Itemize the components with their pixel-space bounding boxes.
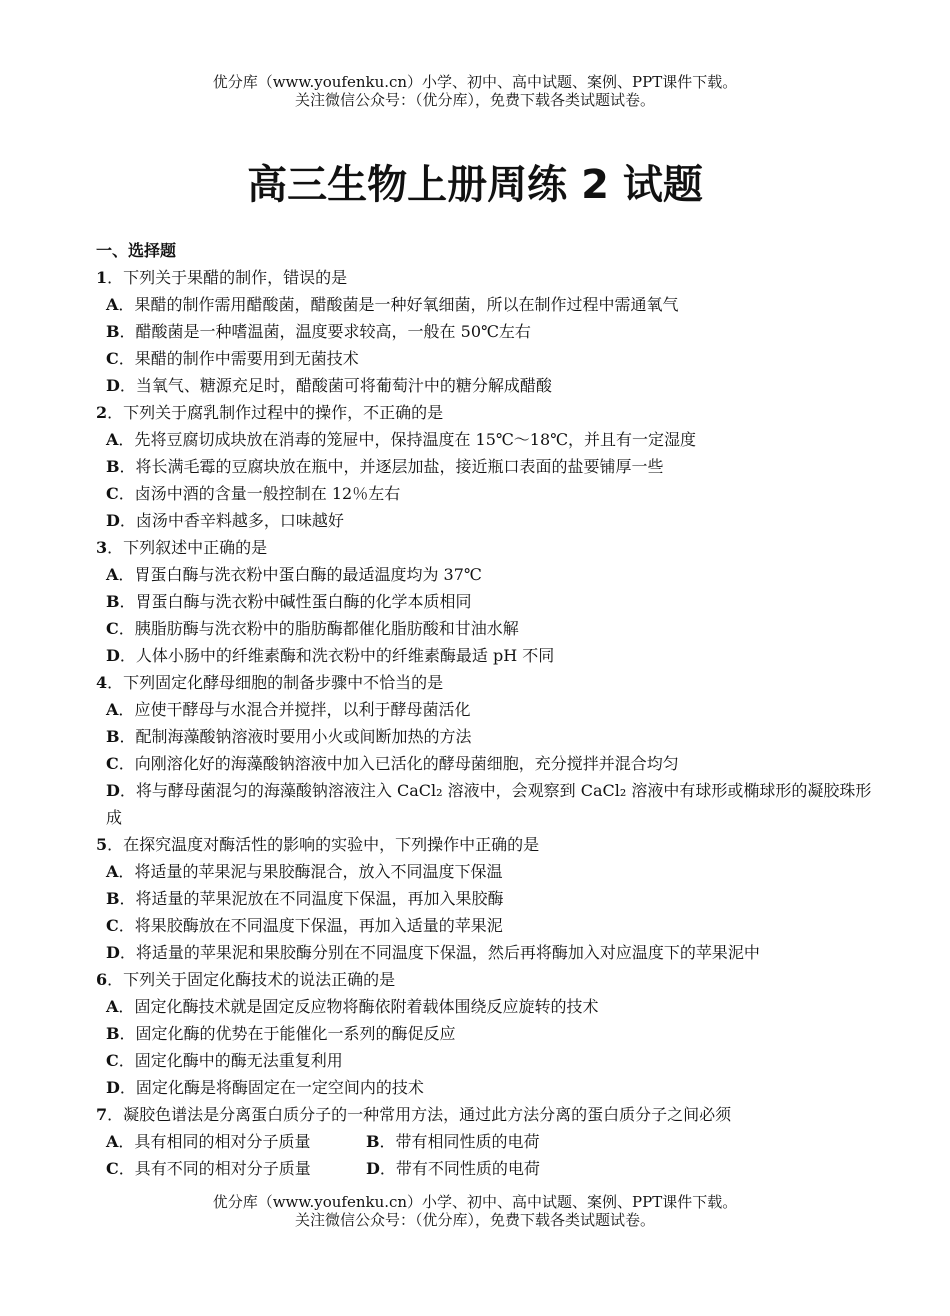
question-stem: 下列关于果醋的制作，错误的是 xyxy=(123,268,348,287)
option-3c: C．胰脂肪酶与洗衣粉中的脂肪酶都催化脂肪酸和甘油水解 xyxy=(106,619,519,638)
option-text: 将与酵母菌混匀的海藻酸钠溶液注入 CaCl₂ 溶液中，会观察到 CaCl₂ 溶液中有球形或椭球形的凝胶珠形成 xyxy=(106,781,872,827)
question-5: 5．在探究温度对酶活性的影响的实验中，下列操作中正确的是 xyxy=(96,835,540,854)
option-7c: C．具有不同的相对分子质量 xyxy=(106,1159,311,1178)
option-letter: A xyxy=(106,862,119,881)
option-letter: D xyxy=(106,646,120,665)
option-letter: A xyxy=(106,295,119,314)
option-text: 醋酸菌是一种嗜温菌，温度要求较高，一般在 50℃左右 xyxy=(135,322,531,341)
option-letter: C xyxy=(106,484,119,503)
option-2d: D．卤汤中香辛料越多，口味越好 xyxy=(106,511,344,530)
option-letter: A xyxy=(106,700,119,719)
option-7d: D．带有不同性质的电荷 xyxy=(366,1159,540,1178)
option-text: 固定化酶是将酶固定在一定空间内的技术 xyxy=(135,1078,424,1097)
option-4a: A．应使干酵母与水混合并搅拌，以利于酵母菌活化 xyxy=(106,700,471,719)
option-letter: A xyxy=(106,565,119,584)
option-2a: A．先将豆腐切成块放在消毒的笼屉中，保持温度在 15℃～18℃，并且有一定湿度 xyxy=(106,430,697,449)
option-6d: D．固定化酶是将酶固定在一定空间内的技术 xyxy=(106,1078,424,1097)
question-1: 1．下列关于果醋的制作，错误的是 xyxy=(96,268,348,287)
option-5b: B．将适量的苹果泥放在不同温度下保温，再加入果胶酶 xyxy=(106,889,504,908)
question-number: 3 xyxy=(96,538,108,557)
option-3d: D．人体小肠中的纤维素酶和洗衣粉中的纤维素酶最适 pH 不同 xyxy=(106,646,555,665)
option-text: 固定化酶技术就是固定反应物将酶依附着载体围绕反应旋转的技术 xyxy=(134,997,599,1016)
page-header xyxy=(0,73,950,109)
option-text: 配制海藻酸钠溶液时要用小火或间断加热的方法 xyxy=(135,727,472,746)
option-letter: C xyxy=(106,916,119,935)
option-text: 胰脂肪酶与洗衣粉中的脂肪酶都催化脂肪酸和甘油水解 xyxy=(134,619,519,638)
option-text: 果醋的制作需用醋酸菌，醋酸菌是一种好氧细菌，所以在制作过程中需通氧气 xyxy=(134,295,679,314)
option-text: 向刚溶化好的海藻酸钠溶液中加入已活化的酵母菌细胞，充分搅拌并混合均匀 xyxy=(134,754,679,773)
option-letter: A xyxy=(106,1132,119,1151)
option-text: 当氧气、糖源充足时，醋酸菌可将葡萄汁中的糖分解成醋酸 xyxy=(135,376,552,395)
option-text: 人体小肠中的纤维素酶和洗衣粉中的纤维素酶最适 pH 不同 xyxy=(135,646,555,665)
option-7b: B．带有相同性质的电荷 xyxy=(366,1132,540,1151)
question-stem: 凝胶色谱法是分离蛋白质分子的一种常用方法，通过此方法分离的蛋白质分子之间必须 xyxy=(123,1105,732,1124)
question-number: 6 xyxy=(96,970,108,989)
option-text: 将适量的苹果泥放在不同温度下保温，再加入果胶酶 xyxy=(135,889,504,908)
option-5d: D．将适量的苹果泥和果胶酶分别在不同温度下保温，然后再将酶加入对应温度下的苹果泥中 xyxy=(106,943,760,962)
option-text: 具有不同的相对分子质量 xyxy=(134,1159,311,1178)
option-2c: C．卤汤中酒的含量一般控制在 12％左右 xyxy=(106,484,401,503)
question-list xyxy=(96,237,876,1182)
option-text: 卤汤中香辛料越多，口味越好 xyxy=(135,511,344,530)
question-2: 2．下列关于腐乳制作过程中的操作，不正确的是 xyxy=(96,403,444,422)
option-letter: D xyxy=(106,511,120,530)
option-text: 将果胶酶放在不同温度下保温，再加入适量的苹果泥 xyxy=(134,916,503,935)
question-number: 2 xyxy=(96,403,108,422)
option-letter: B xyxy=(106,727,120,746)
question-stem: 在探究温度对酶活性的影响的实验中，下列操作中正确的是 xyxy=(123,835,540,854)
question-stem: 下列固定化酵母细胞的制备步骤中不恰当的是 xyxy=(123,673,444,692)
option-2b: B．将长满毛霉的豆腐块放在瓶中，并逐层加盐，接近瓶口表面的盐要铺厚一些 xyxy=(106,457,664,476)
question-stem: 下列关于固定化酶技术的说法正确的是 xyxy=(123,970,396,989)
option-letter: B xyxy=(106,1024,120,1043)
option-letter: B xyxy=(106,592,120,611)
option-letter: B xyxy=(366,1132,380,1151)
option-3a: A．胃蛋白酶与洗衣粉中蛋白酶的最适温度均为 37℃ xyxy=(106,565,482,584)
option-letter: C xyxy=(106,1159,119,1178)
header-line-1: 优分库（www.youfenku.cn）小学、初中、高中试题、案例、PPT课件下载。 xyxy=(212,73,738,91)
option-letter: D xyxy=(106,376,120,395)
option-text: 先将豆腐切成块放在消毒的笼屉中，保持温度在 15℃～18℃，并且有一定湿度 xyxy=(134,430,697,449)
option-row xyxy=(96,1155,876,1182)
option-text: 卤汤中酒的含量一般控制在 12％左右 xyxy=(134,484,401,503)
option-letter: D xyxy=(106,1078,120,1097)
option-6b: B．固定化酶的优势在于能催化一系列的酶促反应 xyxy=(106,1024,456,1043)
option-5a: A．将适量的苹果泥与果胶酶混合，放入不同温度下保温 xyxy=(106,862,503,881)
option-text: 将长满毛霉的豆腐块放在瓶中，并逐层加盐，接近瓶口表面的盐要铺厚一些 xyxy=(135,457,664,476)
option-6a: A．固定化酶技术就是固定反应物将酶依附着载体围绕反应旋转的技术 xyxy=(106,997,599,1016)
option-letter: B xyxy=(106,889,120,908)
question-3: 3．下列叙述中正确的是 xyxy=(96,538,268,557)
option-1c: C．果醋的制作中需要用到无菌技术 xyxy=(106,349,359,368)
option-letter: D xyxy=(106,943,120,962)
page-footer xyxy=(0,1193,950,1229)
option-7a: A．具有相同的相对分子质量 xyxy=(106,1132,311,1151)
option-5c: C．将果胶酶放在不同温度下保温，再加入适量的苹果泥 xyxy=(106,916,503,935)
option-4d: D．将与酵母菌混匀的海藻酸钠溶液注入 CaCl₂ 溶液中，会观察到 CaCl₂ 溶液中有球形或椭球形的凝胶珠形成 xyxy=(106,781,872,827)
footer-line-2: 关注微信公众号：（优分库），免费下载各类试题试卷。 xyxy=(294,1211,655,1229)
header-line-2: 关注微信公众号：（优分库），免费下载各类试题试卷。 xyxy=(294,91,655,109)
option-3b: B．胃蛋白酶与洗衣粉中碱性蛋白酶的化学本质相同 xyxy=(106,592,472,611)
option-text: 带有不同性质的电荷 xyxy=(395,1159,540,1178)
question-number: 5 xyxy=(96,835,108,854)
question-7: 7．凝胶色谱法是分离蛋白质分子的一种常用方法，通过此方法分离的蛋白质分子之间必须 xyxy=(96,1105,732,1124)
question-6: 6．下列关于固定化酶技术的说法正确的是 xyxy=(96,970,396,989)
document-title: 高三生物上册周练 2 试题 xyxy=(247,162,703,208)
option-text: 具有相同的相对分子质量 xyxy=(134,1132,311,1151)
option-1d: D．当氧气、糖源充足时，醋酸菌可将葡萄汁中的糖分解成醋酸 xyxy=(106,376,552,395)
option-text: 应使干酵母与水混合并搅拌，以利于酵母菌活化 xyxy=(134,700,471,719)
option-letter: A xyxy=(106,997,119,1016)
option-row xyxy=(96,1128,876,1155)
option-letter: C xyxy=(106,754,119,773)
option-letter: D xyxy=(106,781,120,800)
option-text: 胃蛋白酶与洗衣粉中蛋白酶的最适温度均为 37℃ xyxy=(134,565,482,584)
question-stem: 下列叙述中正确的是 xyxy=(123,538,268,557)
option-letter: A xyxy=(106,430,119,449)
option-1a: A．果醋的制作需用醋酸菌，醋酸菌是一种好氧细菌，所以在制作过程中需通氧气 xyxy=(106,295,679,314)
option-1b: B．醋酸菌是一种嗜温菌，温度要求较高，一般在 50℃左右 xyxy=(106,322,531,341)
option-text: 固定化酶中的酶无法重复利用 xyxy=(134,1051,343,1070)
option-letter: D xyxy=(366,1159,380,1178)
option-6c: C．固定化酶中的酶无法重复利用 xyxy=(106,1051,343,1070)
question-number: 7 xyxy=(96,1105,108,1124)
option-letter: C xyxy=(106,619,119,638)
option-4c: C．向刚溶化好的海藻酸钠溶液中加入已活化的酵母菌细胞，充分搅拌并混合均匀 xyxy=(106,754,679,773)
option-text: 固定化酶的优势在于能催化一系列的酶促反应 xyxy=(135,1024,456,1043)
option-4b: B．配制海藻酸钠溶液时要用小火或间断加热的方法 xyxy=(106,727,472,746)
option-text: 将适量的苹果泥和果胶酶分别在不同温度下保温，然后再将酶加入对应温度下的苹果泥中 xyxy=(135,943,760,962)
question-4: 4．下列固定化酵母细胞的制备步骤中不恰当的是 xyxy=(96,673,444,692)
option-letter: C xyxy=(106,349,119,368)
option-letter: B xyxy=(106,457,120,476)
option-text: 胃蛋白酶与洗衣粉中碱性蛋白酶的化学本质相同 xyxy=(135,592,472,611)
option-text: 带有相同性质的电荷 xyxy=(395,1132,540,1151)
question-number: 1 xyxy=(96,268,108,287)
option-text: 果醋的制作中需要用到无菌技术 xyxy=(134,349,359,368)
question-number: 4 xyxy=(96,673,108,692)
question-stem: 下列关于腐乳制作过程中的操作，不正确的是 xyxy=(123,403,444,422)
option-letter: B xyxy=(106,322,120,341)
section-title: 一、选择题 xyxy=(96,241,177,260)
option-text: 将适量的苹果泥与果胶酶混合，放入不同温度下保温 xyxy=(134,862,503,881)
option-letter: C xyxy=(106,1051,119,1070)
footer-line-1: 优分库（www.youfenku.cn）小学、初中、高中试题、案例、PPT课件下载。 xyxy=(212,1193,738,1211)
